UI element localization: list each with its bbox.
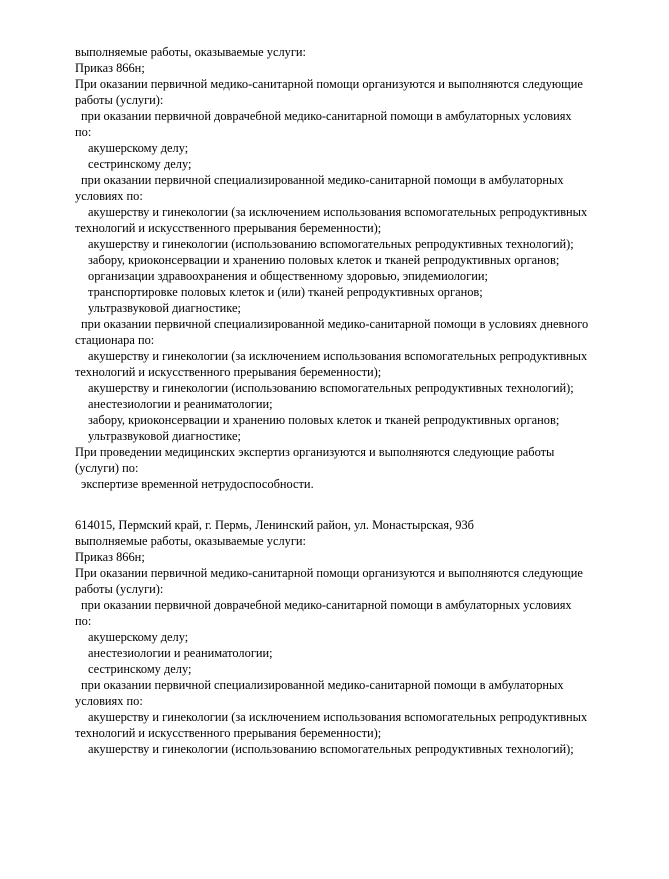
text-line: транспортировке половых клеток и (или) тканей репродуктивных органов; bbox=[88, 285, 483, 299]
text-line: При оказании первичной медико-санитарной помощи организуются и выполняются следующие bbox=[75, 77, 583, 91]
text-line: акушерству и гинекологии (за исключением использования вспомогательных репродуктивных bbox=[88, 710, 588, 724]
text-line: экспертизе временной нетрудоспособности. bbox=[81, 477, 314, 491]
text-line: Приказ 866н; bbox=[75, 61, 145, 75]
text-line: по: bbox=[75, 614, 92, 628]
text-line: сестринскому делу; bbox=[88, 662, 192, 676]
text-line: забору, криоконсервации и хранению половых клеток и тканей репродуктивных органов; bbox=[88, 253, 560, 267]
text-line: стационара по: bbox=[75, 333, 155, 347]
license-section-2 bbox=[75, 517, 645, 757]
text-line: акушерству и гинекологии (за исключением использования вспомогательных репродуктивных bbox=[88, 205, 588, 219]
text-line: при оказании первичной специализированной медико-санитарной помощи в условиях дневного bbox=[81, 317, 589, 331]
text-line: организации здравоохранения и общественному здоровью, эпидемиологии; bbox=[88, 269, 488, 283]
text-line: ультразвуковой диагностике; bbox=[88, 429, 241, 443]
text-line: условиях по: bbox=[75, 694, 143, 708]
text-line: при оказании первичной специализированной медико-санитарной помощи в амбулаторных bbox=[81, 678, 564, 692]
text-line: по: bbox=[75, 125, 92, 139]
text-line: выполняемые работы, оказываемые услуги: bbox=[75, 534, 307, 548]
text-line: работы (услуги): bbox=[75, 93, 164, 107]
text-line: (услуги) по: bbox=[75, 461, 139, 475]
text-line: При оказании первичной медико-санитарной помощи организуются и выполняются следующие bbox=[75, 566, 583, 580]
text-line: технологий и искусственного прерывания беременности); bbox=[75, 221, 382, 235]
text-line: забору, криоконсервации и хранению половых клеток и тканей репродуктивных органов; bbox=[88, 413, 560, 427]
text-line: акушерству и гинекологии (использованию вспомогательных репродуктивных технологий); bbox=[88, 742, 574, 756]
text-line: условиях по: bbox=[75, 189, 143, 203]
text-line: акушерству и гинекологии (использованию вспомогательных репродуктивных технологий); bbox=[88, 237, 574, 251]
text-line: акушерству и гинекологии (использованию вспомогательных репродуктивных технологий); bbox=[88, 381, 574, 395]
text-line: при оказании первичной доврачебной медико-санитарной помощи в амбулаторных условиях bbox=[81, 598, 572, 612]
text-line: акушерству и гинекологии (за исключением использования вспомогательных репродуктивных bbox=[88, 349, 588, 363]
license-section-1 bbox=[75, 44, 645, 492]
text-line: технологий и искусственного прерывания беременности); bbox=[75, 726, 382, 740]
text-line: сестринскому делу; bbox=[88, 157, 192, 171]
text-line: при оказании первичной специализированной медико-санитарной помощи в амбулаторных bbox=[81, 173, 564, 187]
text-line: анестезиологии и реаниматологии; bbox=[88, 397, 273, 411]
text-line: акушерскому делу; bbox=[88, 630, 189, 644]
text-line: анестезиологии и реаниматологии; bbox=[88, 646, 273, 660]
text-line: 614015, Пермский край, г. Пермь, Ленинский район, ул. Монастырская, 93б bbox=[75, 518, 474, 532]
text-line: Приказ 866н; bbox=[75, 550, 145, 564]
text-line: При проведении медицинских экспертиз организуются и выполняются следующие работы bbox=[75, 445, 555, 459]
text-line: акушерскому делу; bbox=[88, 141, 189, 155]
text-line: технологий и искусственного прерывания беременности); bbox=[75, 365, 382, 379]
text-line: при оказании первичной доврачебной медико-санитарной помощи в амбулаторных условиях bbox=[81, 109, 572, 123]
text-line: выполняемые работы, оказываемые услуги: bbox=[75, 45, 307, 59]
text-line: ультразвуковой диагностике; bbox=[88, 301, 241, 315]
text-line: работы (услуги): bbox=[75, 582, 164, 596]
